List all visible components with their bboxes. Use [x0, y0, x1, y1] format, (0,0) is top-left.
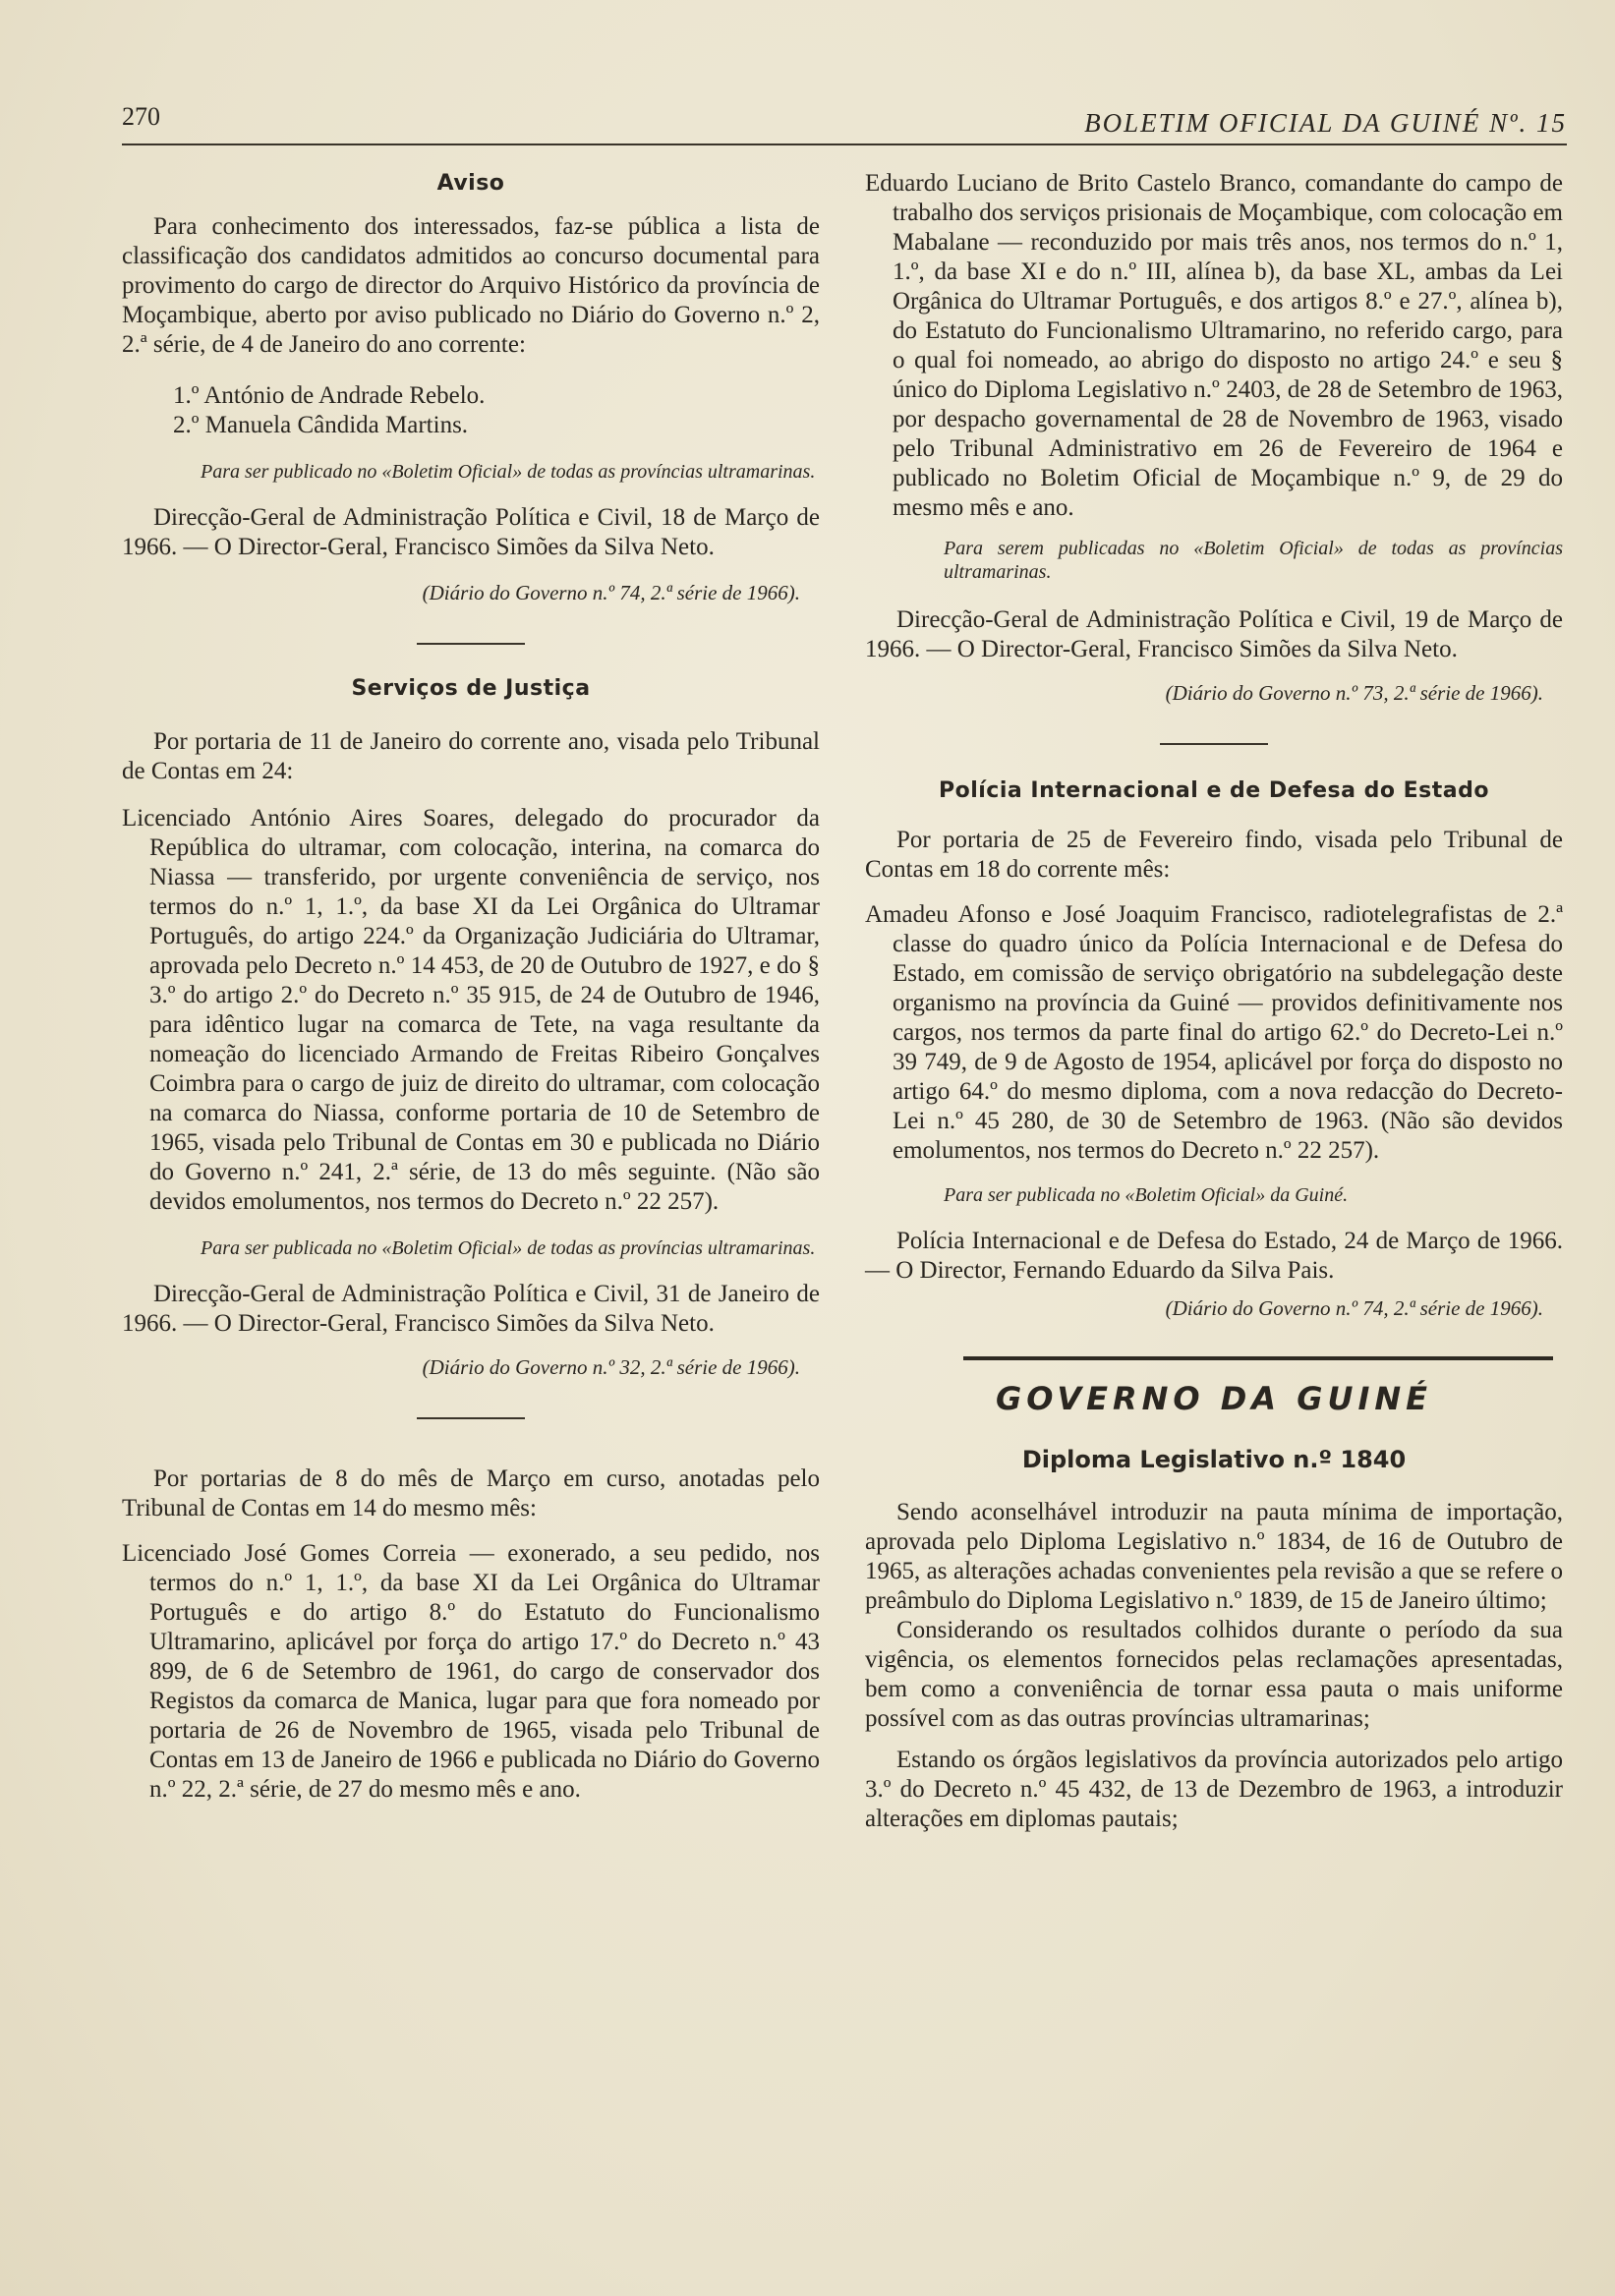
portarias-body: Licenciado José Gomes Correia — exonerado, a seu pedido, nos termos do n.º 1, 1.º, da base XI da Lei Orgânica do Ultramar Português e do artigo 8.º do Estatuto do Funcionalismo Ultramarino, aplicável por força do artigo 17.º do Decreto n.º 43 899, de 6 de Setembro de 1961, do cargo de conservador dos Registos da comarca de Manica, lugar para que fora nomeado por portaria de 26 de Novembro de 1965, visada pelo Tribunal de Contas em 13 de Janeiro de 1966 e publicada no Diário do Governo n.º 22, 2.ª série, de 27 do mesmo mês e ano.: [122, 1540, 820, 1803]
source-reference: (Diário do Governo n.º 74, 2.ª série de 1966).: [422, 581, 800, 604]
signature: Direcção-Geral de Administração Política e Civil, 19 de Março de 1966. — O Director-Geral, Francisco Simões da Silva Neto.: [865, 606, 1563, 662]
list-item: 1.º António de Andrade Rebelo.: [173, 382, 486, 409]
source-reference: (Diário do Governo n.º 74, 2.ª série de 1966).: [1165, 1296, 1543, 1320]
section-divider: [417, 1417, 525, 1419]
page-header: [122, 100, 1567, 145]
governo-title: GOVERNO DA GUINÉ: [996, 1380, 1432, 1417]
justica-body: Licenciado António Aires Soares, delegado do procurador da República do ultramar, com colocação, interina, na comarca do Niassa — transferido, por urgente conveniência de serviço, nos termos do n.º 1, 1.º, da base XI da Lei Orgânica do Ultramar Português, do artigo 224.º da Organização Judiciária do Ultramar, aprovada pelo Decreto n.º 14 453, de 20 de Outubro de 1927, e do § 3.º do artigo 2.º do Decreto n.º 35 915, de 24 de Outubro de 1946, para idêntico lugar na comarca de Tete, na vaga resultante da nomeação do licenciado Armando de Freitas Ribeiro Gonçalves Coimbra para o cargo de juiz de direito do ultramar, com colocação na comarca do Niassa, conforme portaria de 10 de Setembro de 1965, visada pelo Tribunal de Contas em 30 e publicada no Diário do Governo n.º 241, 2.ª série, de 13 do mês seguinte. (Não são devidos emolumentos, nos termos do Decreto n.º 22 257).: [122, 805, 820, 1215]
publication-note: Para ser publicada no «Boletim Oficial» de todas as províncias ultramarinas.: [201, 1237, 816, 1259]
portarias-intro: Por portarias de 8 do mês de Março em curso, anotadas pelo Tribunal de Contas em 14 do mesmo mês:: [122, 1465, 820, 1521]
list-item: 2.º Manuela Cândida Martins.: [173, 412, 469, 438]
candidate-list: [122, 381, 820, 440]
policia-intro: Por portaria de 25 de Fevereiro findo, visada pelo Tribunal de Contas em 18 do corrente mês:: [865, 827, 1563, 883]
signature: Direcção-Geral de Administração Política e Civil, 18 de Março de 1966. — O Director-Geral, Francisco Simões da Silva Neto.: [122, 504, 820, 560]
publication-note: Para serem publicadas no «Boletim Oficial» de todas as províncias ultramarinas.: [944, 538, 1563, 583]
source-reference: (Diário do Governo n.º 73, 2.ª série de 1966).: [1165, 681, 1543, 705]
signature: Direcção-Geral de Administração Política e Civil, 31 de Janeiro de 1966. — O Director-Geral, Francisco Simões da Silva Neto.: [122, 1281, 820, 1337]
policia-title: Polícia Internacional e de Defesa do Estado: [938, 778, 1489, 803]
justica-intro: Por portaria de 11 de Janeiro do corrente ano, visada pelo Tribunal de Contas em 24:: [122, 728, 820, 784]
diploma-paragraph: Considerando os resultados colhidos durante o período da sua vigência, os elementos fornecidos pelas reclamações apresentadas, bem como a conveniência de tornar essa pauta o mais uniforme possível com as das outras províncias ultramarinas;: [865, 1617, 1563, 1732]
diploma-title: Diploma Legislativo n.º 1840: [1021, 1446, 1407, 1473]
publication-note: Para ser publicado no «Boletim Oficial» de todas as províncias ultramarinas.: [201, 461, 816, 483]
left-column: [122, 169, 820, 1805]
aviso-paragraph: Para conhecimento dos interessados, faz-se pública a lista de classificação dos candidatos admitidos ao concurso documental para provimento do cargo de director do Arquivo Histórico da província de Moçambique, aberto por aviso publicado no Diário do Governo n.º 2, 2.ª série, de 4 de Janeiro do ano corrente:: [122, 213, 820, 358]
signature: Polícia Internacional e de Defesa do Estado, 24 de Março de 1966. — O Director, Fernando Eduardo da Silva Pais.: [865, 1228, 1563, 1284]
section-divider: [417, 643, 525, 645]
right-column: [865, 169, 1563, 1834]
source-reference: (Diário do Governo n.º 32, 2.ª série de 1966).: [422, 1355, 800, 1379]
section-divider: [1160, 743, 1268, 745]
aviso-title: Aviso: [436, 171, 505, 196]
justica-title: Serviços de Justiça: [351, 676, 591, 701]
continuation-body: Eduardo Luciano de Brito Castelo Branco, comandante do campo de trabalho dos serviços prisionais de Moçambique, com colocação em Mabalane — reconduzido por mais três anos, nos termos do n.º 1, 1.º, da base XI e do n.º III, alínea b), da base XL, ambas da Lei Orgânica do Ultramar Português, e dos artigos 8.º e 27.º, alínea b), do Estatuto do Funcionalismo Ultramarino, no referido cargo, para o qual foi nomeado, ao abrigo do disposto no artigo 24.º e seu § único do Diploma Legislativo n.º 2403, de 28 de Setembro de 1963, por despacho governamental de 28 de Novembro de 1963, visado pelo Tribunal Administrativo em 26 de Fevereiro de 1964 e publicado no Boletim Oficial de Moçambique n.º 9, de 29 do mesmo mês e ano.: [865, 170, 1563, 521]
page-number: 270: [122, 102, 160, 131]
policia-body: Amadeu Afonso e José Joaquim Francisco, radiotelegrafistas de 2.ª classe do quadro único da Polícia Internacional e de Defesa do Estado, em comissão de serviço obrigatório na subdelegação deste organismo na província da Guiné — providos definitivamente nos cargos, nos termos da parte final do artigo 62.º do Decreto-Lei n.º 39 749, de 9 de Agosto de 1954, aplicável por força do disposto no artigo 64.º do mesmo diploma, com a nova redacção do Decreto-Lei n.º 45 280, de 30 de Setembro de 1963. (Não são devidos emolumentos, nos termos do Decreto n.º 22 257).: [865, 901, 1563, 1164]
diploma-paragraph: Sendo aconselhável introduzir na pauta mínima de importação, aprovada pelo Diploma Legislativo n.º 1834, de 16 de Outubro de 1965, as alterações achadas convenientes pela revisão a que se refere o preâmbulo do Diploma Legislativo n.º 1839, de 15 de Janeiro último;: [865, 1499, 1563, 1614]
diploma-paragraph: Estando os órgãos legislativos da província autorizados pelo artigo 3.º do Decreto n.º 45 432, de 13 de Dezembro de 1963, a introduzir alterações em diplomas pautais;: [865, 1747, 1563, 1832]
journal-title: BOLETIM OFICIAL DA GUINÉ Nº. 15: [1084, 108, 1567, 138]
publication-note: Para ser publicada no «Boletim Oficial» da Guiné.: [944, 1184, 1349, 1206]
section-thick-divider: [963, 1356, 1553, 1360]
